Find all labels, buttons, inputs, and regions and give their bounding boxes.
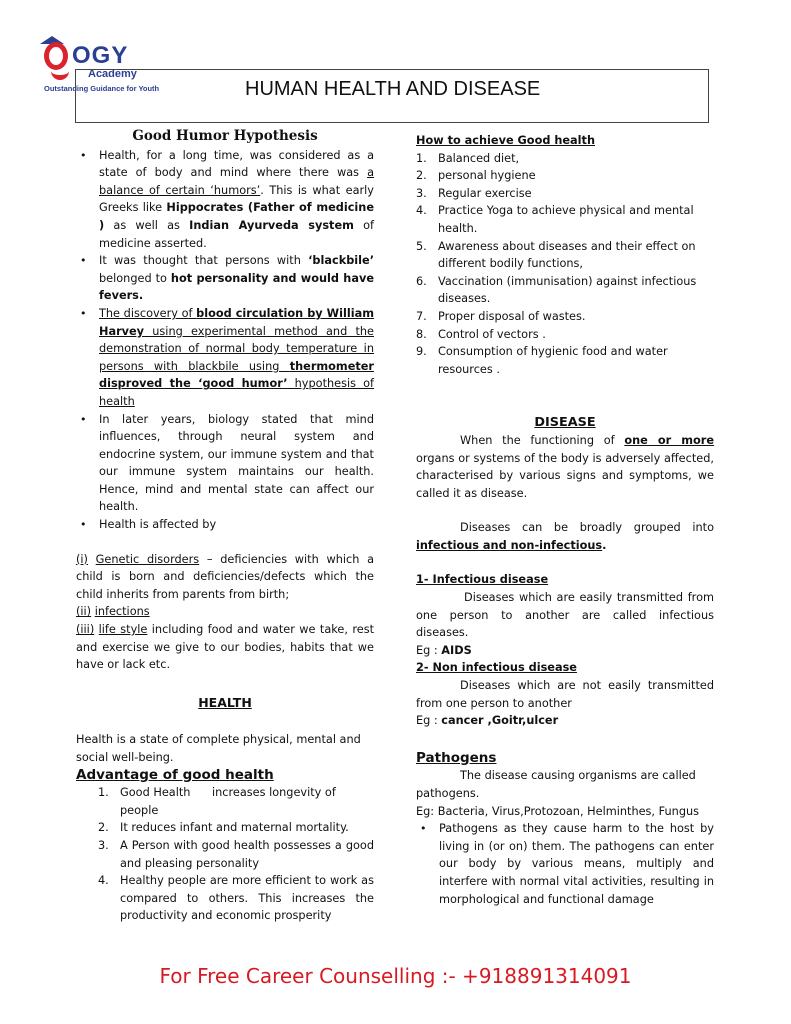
factor-lifestyle: (iii) life style including food and water we take, rest and exercise we give to our bodies, habits that we have or lack etc.	[76, 623, 375, 672]
footer-contact: For Free Career Counselling :- +918891314091	[159, 964, 632, 988]
advantage-heading: Advantage of good health	[76, 766, 274, 783]
infectious-example: Eg : AIDS	[416, 643, 472, 657]
list-item: • Health is affected by	[99, 516, 374, 534]
pathogens-heading: Pathogens	[416, 749, 497, 766]
list-item: 8. Control of vectors .	[416, 327, 546, 341]
disease-heading: DISEASE	[534, 415, 596, 431]
list-item: 2. personal hygiene	[416, 169, 536, 183]
list-item: 3. A Person with good health possesses a good and pleasing personality	[98, 838, 374, 870]
infectious-heading: 1- Infectious disease	[416, 573, 549, 587]
list-item: • Pathogens as they cause harm to the host by living in (or on) them. The pathogens can enter our body by various means, multiply and interfere with normal vital activities, resulting in morphological and functional damage	[439, 820, 714, 908]
logo-subtitle: Academy	[88, 68, 137, 80]
disease-groups: Diseases can be broadly grouped into infectious and non-infectious.	[416, 521, 714, 552]
logo-brand: OGY	[72, 42, 129, 69]
list-item: 6. Vaccination (immunisation) against infectious diseases.	[416, 274, 697, 306]
health-definition: Health is a state of complete physical, mental and social well-being.	[76, 733, 361, 764]
factor-infections: (ii) infections	[76, 605, 150, 619]
left-column	[76, 128, 374, 925]
list-item: 1. Good Health increases longevity of people	[98, 786, 340, 817]
pathogens-examples: Eg: Bacteria, Virus,Protozoan, Helminthes, Fungus	[416, 804, 700, 818]
logo-mark-icon	[44, 42, 68, 70]
list-item: 7. Proper disposal of wastes.	[416, 309, 586, 323]
advantage-list	[76, 784, 374, 925]
list-item: 4. Healthy people are more efficient to work as compared to others. This increases the productivity and economic prosperity	[98, 874, 374, 923]
right-column	[416, 132, 714, 908]
infectious-definition: Diseases which are easily transmitted from one person to another are called infectious diseases.	[416, 591, 714, 640]
list-item: 1. Balanced diet,	[416, 151, 520, 165]
non-infectious-example: Eg : cancer ,Goitr,ulcer	[416, 714, 559, 728]
list-item: • It was thought that persons with ‘blackbile’ belonged to hot personality and would have fevers.	[99, 252, 374, 305]
pathogens-definition: The disease causing organisms are called pathogens.	[416, 769, 696, 800]
health-heading: HEALTH	[198, 694, 252, 710]
list-item: 5. Awareness about diseases and their effect on different bodily functions,	[416, 239, 696, 271]
achieve-list	[416, 150, 714, 379]
disease-definition: When the functioning of one or more organs or systems of the body is adversely affected, characterised by various signs and symptoms, we called it as disease.	[416, 433, 714, 500]
hypothesis-heading: Good Humor Hypothesis	[132, 128, 318, 144]
logo-tagline: Outstanding Guidance for Youth	[44, 84, 160, 93]
list-item: 9. Consumption of hygienic food and water resources .	[416, 345, 668, 376]
factor-genetic: (i) Genetic disorders – deficiencies with which a child is born and deficiencies/defects which the child inherits from parents from birth;	[76, 552, 374, 601]
list-item: • The discovery of blood circulation by William Harvey using experimental method and the demonstration of normal body temperature in persons with blackbile using thermometer disproved the ‘good humor’ hypothesis of health	[99, 305, 374, 411]
page-title: HUMAN HEALTH AND DISEASE	[245, 78, 541, 100]
hypothesis-list	[76, 147, 374, 534]
list-item: • In later years, biology stated that mind influences, through neural system and endocrine system, our immune system and that our immune system maintains our health. Hence, mind and mental state can affect our health.	[99, 411, 374, 517]
non-infectious-definition: Diseases which are not easily transmitted from one person to another	[416, 679, 714, 710]
list-item: 3. Regular exercise	[416, 186, 532, 200]
pathogens-list	[416, 820, 714, 908]
list-item: • Health, for a long time, was considered as a state of body and mind where there was a balance of certain ‘humors’. This is what early Greeks like Hippocrates (Father of medicine ) as well as Indian Ayurveda system of medicine asserted.	[99, 147, 374, 253]
non-infectious-heading: 2- Non infectious disease	[416, 661, 577, 675]
list-item: 4. Practice Yoga to achieve physical and mental health.	[416, 204, 694, 235]
achieve-heading: How to achieve Good health	[416, 134, 595, 147]
list-item: 2. It reduces infant and maternal mortality.	[98, 821, 349, 835]
